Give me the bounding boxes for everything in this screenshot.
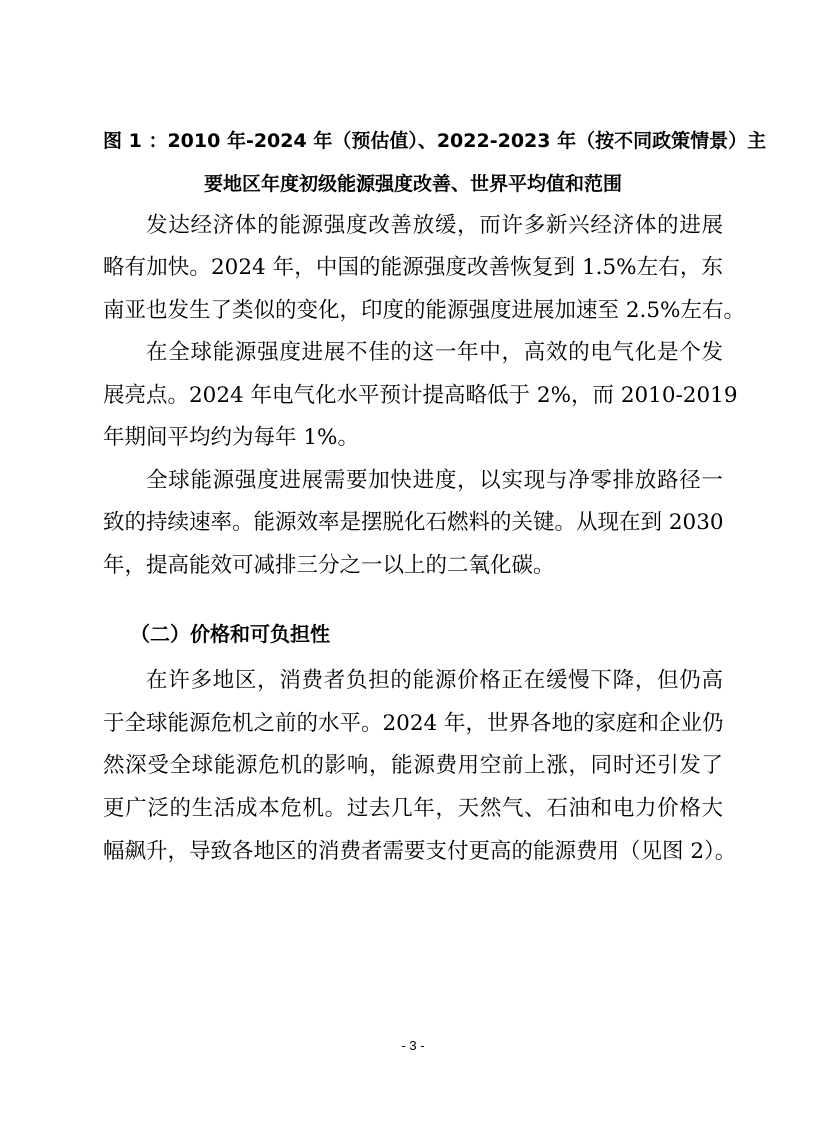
text-line: 展亮点。2024 年电气化水平预计提高略低于 2%，而 2010-2019 xyxy=(103,383,738,408)
figure-caption-line-2: 要地区年度初级能源强度改善、世界平均值和范围 xyxy=(203,173,622,195)
text-line: 略有加快。2024 年，中国的能源强度改善恢复到 1.5%左右，东 xyxy=(103,255,723,280)
figure-caption-line-1: 图 1 ：2010 年-2024 年（预估值）、2022-2023 年（按不同政策情景）主 xyxy=(103,130,767,152)
text-line: 年，提高能效可减排三分之一以上的二氧化碳。 xyxy=(103,553,555,578)
page-number: - 3 - xyxy=(401,1038,425,1053)
text-line: 在全球能源强度进展不佳的这一年中，高效的电气化是个发 xyxy=(146,340,723,365)
text-line: 然深受全球能源危机的影响，能源费用空前上涨，同时还引发了 xyxy=(103,753,723,778)
text-line: 年期间平均约为每年 1%。 xyxy=(103,425,359,450)
text-line: 全球能源强度进展需要加快进度，以实现与净零排放路径一 xyxy=(146,468,723,493)
text-line: 于全球能源危机之前的水平。2024 年，世界各地的家庭和企业仍 xyxy=(103,711,724,736)
text-line: 南亚也发生了类似的变化，印度的能源强度进展加速至 2.5%左右。 xyxy=(103,298,745,323)
text-line: 在许多地区，消费者负担的能源价格正在缓慢下降，但仍高 xyxy=(146,668,723,693)
section-heading: （二）价格和可负担性 xyxy=(130,622,330,646)
text-line: 幅飙升，导致各地区的消费者需要支付更高的能源费用（见图 2）。 xyxy=(103,839,737,864)
text-line: 更广泛的生活成本危机。过去几年，天然气、石油和电力价格大 xyxy=(103,796,723,821)
text-line: 发达经济体的能源强度改善放缓，而许多新兴经济体的进展 xyxy=(146,213,723,238)
text-line: 致的持续速率。能源效率是摆脱化石燃料的关键。从现在到 2030 xyxy=(103,510,724,535)
